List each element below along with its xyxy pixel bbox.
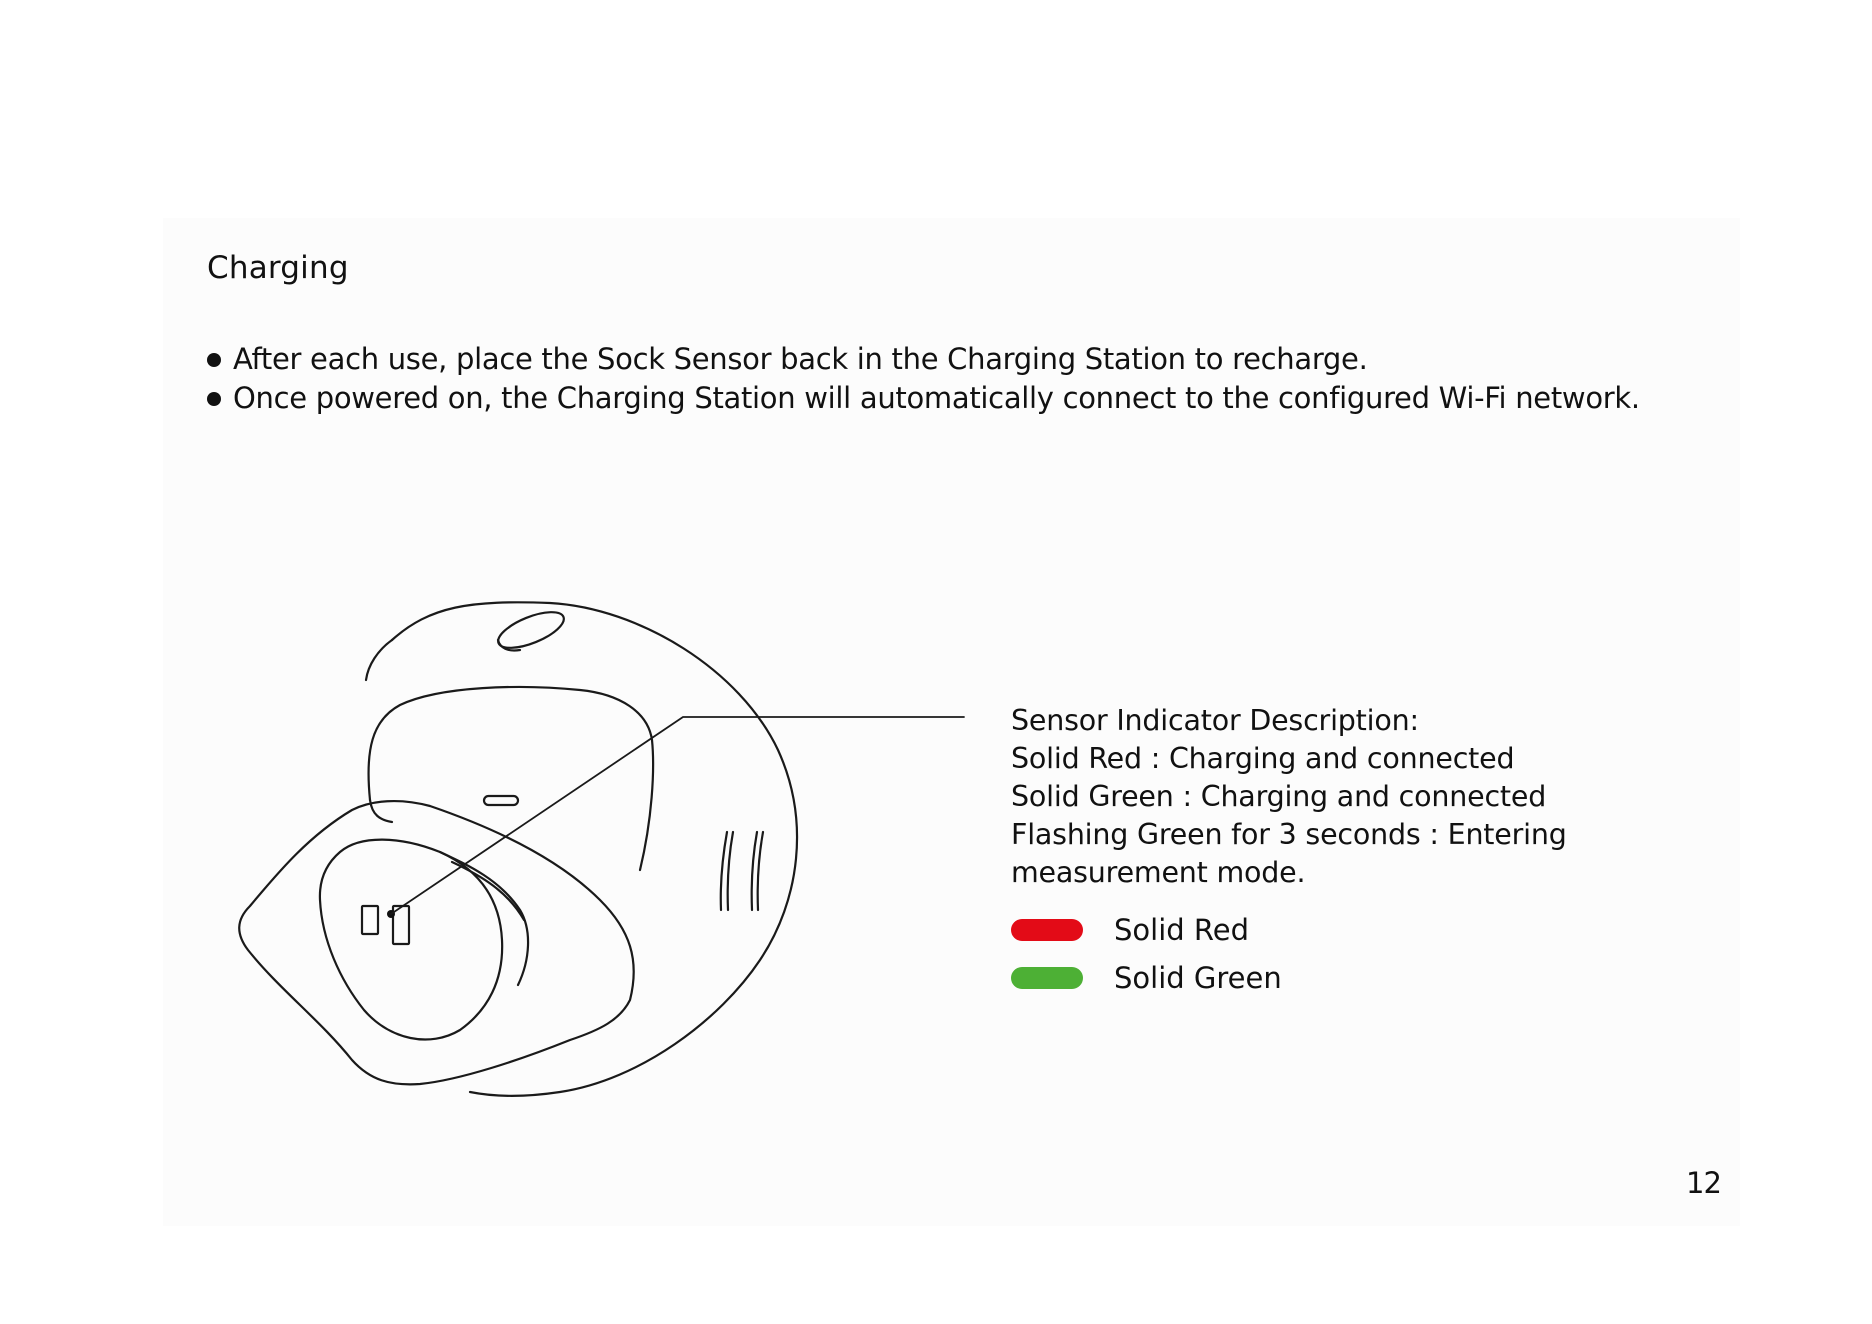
legend-item-green xyxy=(1011,954,1282,1002)
instruction-list xyxy=(207,340,1640,418)
bullet-icon xyxy=(207,353,221,367)
indicator-line: Solid Red : Charging and connected xyxy=(1011,742,1515,775)
list-item-text: Once powered on, the Charging Station will automatically connect to the configured Wi-Fi network. xyxy=(233,381,1640,415)
green-led-swatch xyxy=(1011,967,1083,989)
section-title: Charging xyxy=(207,250,349,286)
legend-item-red xyxy=(1011,906,1282,954)
legend-label: Solid Green xyxy=(1114,961,1282,995)
indicator-heading: Sensor Indicator Description: xyxy=(1011,704,1419,737)
indicator-line: Solid Green : Charging and connected xyxy=(1011,780,1547,813)
charging-station-illustration xyxy=(210,590,990,1120)
list-item xyxy=(207,340,1640,379)
legend-label: Solid Red xyxy=(1114,913,1249,947)
indicator-description xyxy=(1011,702,1567,892)
indicator-line: measurement mode. xyxy=(1011,856,1306,889)
indicator-legend xyxy=(1011,906,1282,1002)
list-item-text: After each use, place the Sock Sensor back in the Charging Station to recharge. xyxy=(233,342,1368,376)
page-number: 12 xyxy=(1686,1166,1721,1200)
bullet-icon xyxy=(207,392,221,406)
red-led-swatch xyxy=(1011,919,1083,941)
list-item xyxy=(207,379,1640,418)
indicator-line: Flashing Green for 3 seconds : Entering xyxy=(1011,818,1567,851)
